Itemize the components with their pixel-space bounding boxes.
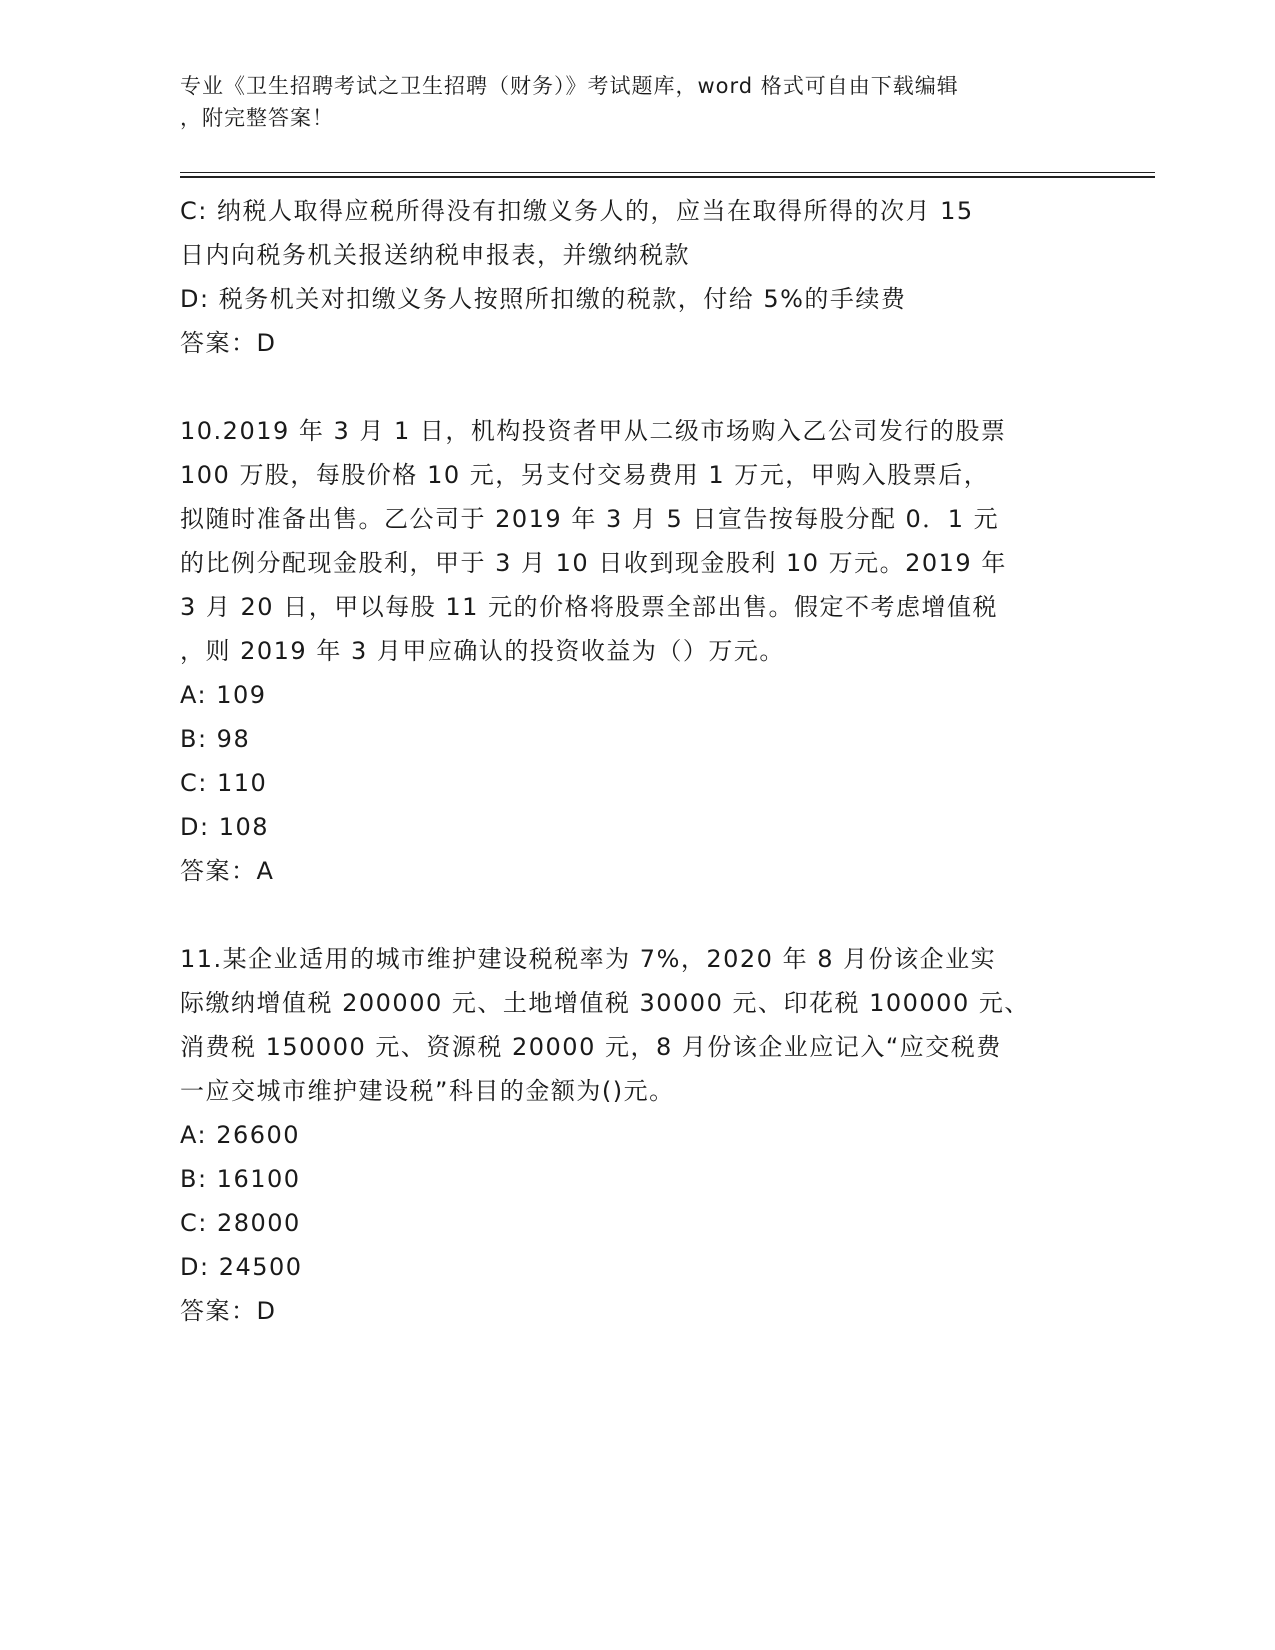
spacer: [180, 893, 1060, 937]
question-line: 一应交城市维护建设税”科目的金额为()元。: [180, 1077, 675, 1105]
question-line: ，则 2019 年 3 月甲应确认的投资收益为（）万元。: [180, 637, 785, 665]
question-line: 3 月 20 日，甲以每股 11 元的价格将股票全部出售。假定不考虑增值税: [180, 593, 998, 621]
option-a: A: 26600: [180, 1121, 301, 1149]
option-d: D: 税务机关对扣缴义务人按照所扣缴的税款，付给 5%的手续费: [180, 285, 907, 313]
question-line: 际缴纳增值税 200000 元、土地增值税 30000 元、印花税 100000 元、: [180, 989, 1030, 1017]
question-line: 拟随时准备出售。乙公司于 2019 年 3 月 5 日宣告按每股分配 0．1 元: [180, 505, 1000, 533]
question-line: 的比例分配现金股利，甲于 3 月 10 日收到现金股利 10 万元。2019 年: [180, 549, 1007, 577]
document-header: [180, 70, 1060, 134]
spacer: [180, 365, 1060, 409]
question-10: [180, 409, 1060, 893]
option-d: D: 24500: [180, 1253, 303, 1281]
answer: 答案：A: [180, 857, 275, 885]
option-c: C: 28000: [180, 1209, 301, 1237]
header-line-1: 专业《卫生招聘考试之卫生招聘（财务）》考试题库，word 格式可自由下载编辑: [180, 74, 959, 98]
answer: 答案：D: [180, 329, 277, 357]
option-c-line-2: 日内向税务机关报送纳税申报表，并缴纳税款: [180, 241, 690, 269]
option-c-line-1: C: 纳税人取得应税所得没有扣缴义务人的，应当在取得所得的次月 15: [180, 197, 974, 225]
question-line: 11.某企业适用的城市维护建设税税率为 7%，2020 年 8 月份该企业实: [180, 945, 997, 973]
question-line: 消费税 150000 元、资源税 20000 元，8 月份该企业应记入“应交税费: [180, 1033, 1002, 1061]
option-b: B: 16100: [180, 1165, 301, 1193]
option-d: D: 108: [180, 813, 270, 841]
prev-question: [180, 189, 1060, 365]
option-a: A: 109: [180, 681, 267, 709]
header-divider-thin: [180, 172, 1155, 173]
answer: 答案：D: [180, 1297, 277, 1325]
header-divider: [180, 172, 1155, 178]
question-11: [180, 937, 1060, 1333]
header-line-2: ，附完整答案！: [180, 106, 334, 130]
question-line: 10.2019 年 3 月 1 日，机构投资者甲从二级市场购入乙公司发行的股票: [180, 417, 1007, 445]
document-body: [180, 189, 1060, 1333]
option-b: B: 98: [180, 725, 251, 753]
header-divider-thick: [180, 176, 1155, 178]
question-line: 100 万股，每股价格 10 元，另支付交易费用 1 万元，甲购入股票后，: [180, 461, 990, 489]
option-c: C: 110: [180, 769, 268, 797]
